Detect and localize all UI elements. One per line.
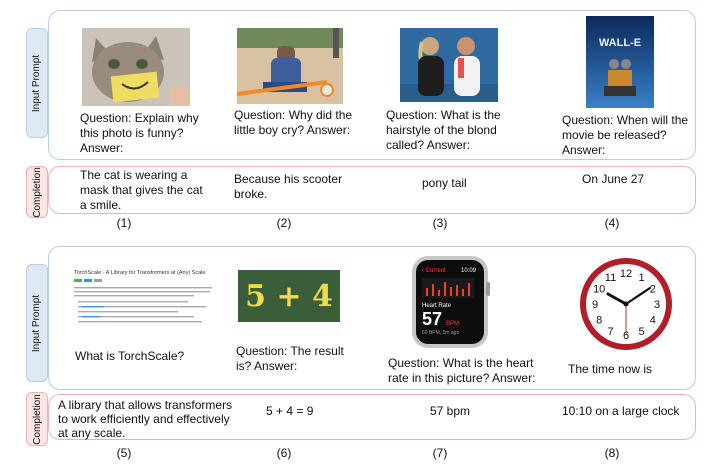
clock-numeral-8: 8 [596, 314, 603, 327]
equation-board [238, 270, 340, 322]
question-5: What is TorchScale? [75, 349, 185, 363]
completion-label: Completion [31, 166, 43, 218]
number-6: (6) [276, 446, 292, 460]
wall-clock [578, 256, 674, 352]
tennis-players-photo [400, 28, 498, 102]
input-prompt-label: Input Prompt [31, 54, 43, 112]
watch-app-label: ‹ Current [422, 268, 446, 274]
completion-label: Completion [31, 393, 43, 445]
cat-photo [82, 28, 190, 106]
completion-7: 57 bpm [430, 404, 471, 418]
watch-bpm-value: 57 [422, 309, 443, 329]
question-6: Question: The result is? Answer: [236, 344, 344, 373]
completion-8: 10:10 on a large clock [562, 404, 680, 418]
clock-numeral-3: 3 [653, 299, 661, 311]
clock-numeral-7: 7 [607, 325, 614, 338]
smartwatch-image [410, 254, 490, 350]
watch-bpm-unit: BPM [446, 321, 460, 327]
question-8: The time now is [568, 362, 653, 376]
completion-2: Because his scooter broke. [234, 172, 343, 201]
number-3: (3) [432, 216, 448, 230]
walle-title: WALL-E [598, 37, 642, 49]
number-2: (2) [276, 216, 292, 230]
clock-numeral-9: 9 [591, 299, 599, 311]
clock-numeral-10: 10 [593, 283, 606, 296]
completion-3: pony tail [422, 176, 467, 190]
question-1: Question: Explain why this photo is funny? Answer: [80, 111, 199, 155]
input-prompt-tag-row2 [26, 264, 48, 382]
question-4: Question: When will the movie be released? Answer: [562, 113, 689, 157]
completion-tag-row2 [26, 392, 48, 446]
number-4: (4) [604, 216, 620, 230]
watch-heading: Heart Rate [422, 303, 452, 309]
clock-numeral-4: 4 [649, 314, 656, 327]
equation-text: 5 + 4 [245, 278, 333, 314]
completion-5: A library that allows transformers to work efficiently and effectively at any scale. [58, 398, 233, 440]
completion-6: 5 + 4 = 9 [266, 404, 314, 418]
question-2: Question: Why did the little boy cry? Answer: [234, 108, 353, 137]
question-3: Question: What is the hairstyle of the blond called? Answer: [386, 108, 501, 152]
completion-4: On June 27 [582, 172, 645, 186]
clock-numeral-12: 12 [619, 268, 633, 280]
clock-numeral-5: 5 [638, 325, 645, 338]
clock-numeral-6: 6 [622, 330, 630, 342]
completion-tag-row1 [26, 166, 48, 218]
watch-time: 10:09 [460, 268, 476, 274]
clock-numeral-2: 2 [649, 283, 656, 296]
number-5: (5) [116, 446, 132, 460]
input-prompt-tag-row1 [26, 28, 48, 138]
input-prompt-label: Input Prompt [31, 294, 43, 352]
clock-numeral-11: 11 [604, 272, 617, 285]
boy-scooter-photo [237, 28, 343, 104]
clock-numeral-1: 1 [638, 272, 645, 285]
number-7: (7) [432, 446, 448, 460]
torchscale-doc-title: TorchScale - A Library for Transformers at (Any) Scale [74, 270, 206, 276]
question-7: Question: What is the heart rate in this picture? Answer: [388, 356, 536, 385]
watch-subtext: 60 BPM, 5m ago [422, 330, 460, 336]
torchscale-document [70, 266, 218, 338]
number-1: (1) [116, 216, 132, 230]
number-8: (8) [604, 446, 620, 460]
completion-1: The cat is wearing a mask that gives the cat a smile. [80, 168, 203, 212]
walle-poster [586, 16, 654, 108]
